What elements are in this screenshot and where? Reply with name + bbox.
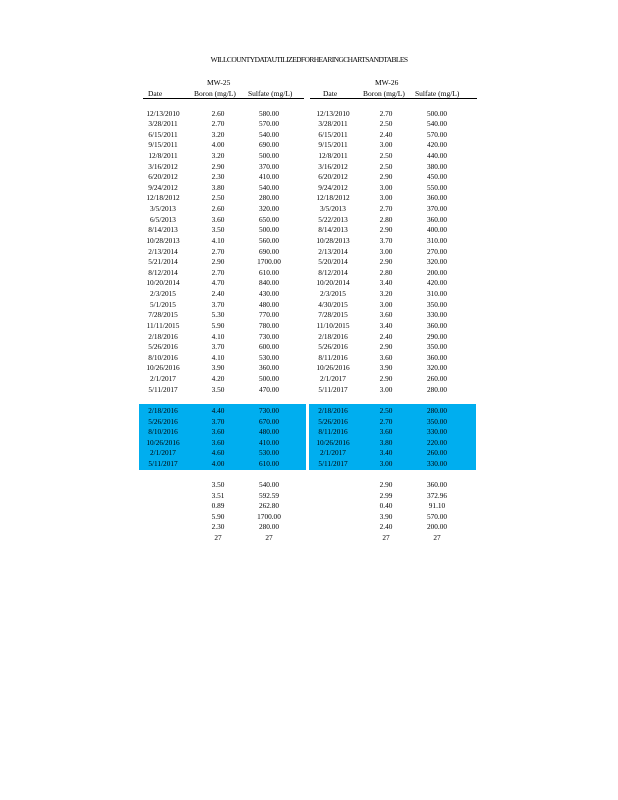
date-cell: 5/21/2014 [148, 257, 178, 267]
table-row [0, 300, 618, 311]
boron-cell: 2.60 [211, 108, 225, 118]
table-row [0, 140, 618, 151]
sulfate-cell: 350.00 [426, 342, 448, 352]
date-cell: 3/28/2011 [318, 119, 348, 129]
boron-cell: 2.90 [379, 225, 393, 235]
sulfate-cell: 500.00 [258, 150, 280, 160]
date-cell: 3/5/2013 [320, 204, 346, 214]
sulfate-cell: 350.00 [426, 416, 448, 426]
date-cell: 8/14/2013 [318, 225, 348, 235]
date-cell: 9/15/2011 [148, 140, 178, 150]
date-cell: 5/11/2017 [148, 459, 178, 469]
date-cell: 12/8/2011 [318, 150, 348, 160]
date-cell: 10/26/2016 [316, 363, 350, 373]
date-cell: 5/26/2016 [148, 416, 178, 426]
date-cell: 9/24/2012 [148, 182, 178, 192]
table-row [0, 491, 618, 502]
boron-cell: 3.00 [379, 140, 393, 150]
date-cell: 5/11/2017 [318, 384, 348, 394]
boron-cell: 2.40 [379, 129, 393, 139]
boron-cell: 3.51 [211, 490, 225, 500]
date-cell: 2/3/2015 [150, 289, 176, 299]
date-cell: 6/5/2013 [150, 214, 176, 224]
boron-cell: 2.70 [379, 108, 393, 118]
date-cell: 10/20/2014 [146, 278, 180, 288]
boron-cell: 3.50 [211, 480, 225, 489]
table-row [0, 374, 618, 385]
date-cell: 8/11/2016 [318, 352, 348, 362]
date-cell: 8/12/2014 [318, 267, 348, 277]
boron-cell: 5.90 [211, 320, 225, 330]
sulfate-cell: 370.00 [258, 161, 280, 171]
boron-cell: 2.80 [379, 267, 393, 277]
sulfate-cell: 260.00 [426, 374, 448, 383]
boron-cell: 4.10 [211, 331, 225, 341]
date-cell: 11/11/2015 [146, 320, 180, 330]
sulfate-cell: 500.00 [426, 108, 448, 118]
boron-cell: 3.90 [211, 363, 225, 373]
date-cell: 5/26/2016 [318, 416, 348, 426]
sulfate-cell: 500.00 [258, 374, 280, 383]
date-cell: 5/26/2016 [318, 342, 348, 352]
date-cell: 2/1/2017 [320, 448, 346, 458]
sulfate-cell: 370.00 [426, 204, 448, 214]
sulfate-cell: 570.00 [426, 511, 448, 521]
sulfate-cell: 200.00 [426, 522, 448, 532]
boron-cell: 3.70 [379, 235, 393, 245]
sulfate-cell: 540.00 [426, 119, 448, 129]
table-row [0, 480, 618, 491]
date-cell: 6/15/2011 [318, 129, 348, 139]
mw25-header-rule [143, 98, 304, 99]
table-row [0, 533, 618, 544]
date-cell: 10/20/2014 [316, 278, 350, 288]
sulfate-cell: 290.00 [426, 331, 448, 341]
date-cell: 12/8/2011 [148, 150, 178, 160]
boron-cell: 2.40 [379, 331, 393, 341]
boron-cell: 2.40 [211, 289, 225, 299]
boron-cell: 2.50 [379, 161, 393, 171]
date-cell: 8/14/2013 [148, 225, 178, 235]
date-cell: 5/11/2017 [318, 459, 348, 469]
date-cell: 9/24/2012 [318, 182, 348, 192]
sulfate-cell: 320.00 [426, 257, 448, 267]
boron-cell: 3.50 [211, 384, 225, 394]
boron-cell: 3.40 [379, 278, 393, 288]
sulfate-cell: 320.00 [426, 363, 448, 373]
boron-cell: 3.90 [379, 363, 393, 373]
table-row [0, 289, 618, 300]
date-cell: 6/15/2011 [148, 129, 178, 139]
sulfate-cell: 260.00 [426, 448, 448, 458]
boron-cell: 3.00 [379, 246, 393, 256]
sulfate-cell: 360.00 [426, 193, 448, 203]
table-row [0, 204, 618, 215]
date-cell: 12/18/2012 [316, 193, 350, 203]
boron-cell: 2.90 [379, 342, 393, 352]
mw26-label: MW-26 [375, 78, 399, 87]
date-cell: 6/20/2012 [148, 172, 178, 182]
sulfate-cell: 410.00 [258, 172, 280, 182]
date-cell: 10/26/2016 [316, 437, 350, 447]
sulfate-cell: 530.00 [258, 448, 280, 458]
table-row [0, 247, 618, 258]
sulfate-cell: 310.00 [426, 289, 448, 299]
sulfate-cell: 690.00 [258, 246, 280, 256]
sulfate-cell: 420.00 [426, 140, 448, 150]
boron-cell: 3.80 [211, 182, 225, 192]
boron-cell: 2.30 [211, 522, 225, 532]
mw25-header-date: Date [148, 89, 163, 98]
date-cell: 5/22/2013 [318, 214, 348, 224]
date-cell: 12/13/2010 [316, 108, 350, 118]
boron-cell: 2.60 [211, 204, 225, 214]
sulfate-cell: 330.00 [426, 310, 448, 320]
date-cell: 6/20/2012 [318, 172, 348, 182]
sulfate-cell: 360.00 [426, 320, 448, 330]
sulfate-cell: 360.00 [426, 480, 448, 489]
sulfate-cell: 430.00 [258, 289, 280, 299]
sulfate-cell: 570.00 [426, 129, 448, 139]
table-row [0, 225, 618, 236]
date-cell: 8/11/2016 [318, 427, 348, 437]
table-row [0, 321, 618, 332]
sulfate-cell: 540.00 [258, 480, 280, 489]
boron-cell: 2.80 [379, 214, 393, 224]
date-cell: 2/1/2017 [320, 374, 346, 383]
table-row [0, 459, 618, 470]
table-row [0, 512, 618, 523]
boron-cell: 2.40 [379, 522, 393, 532]
boron-cell: 3.60 [211, 437, 225, 447]
sulfate-cell: 470.00 [258, 384, 280, 394]
boron-cell: 2.70 [211, 246, 225, 256]
boron-cell: 3.70 [211, 416, 225, 426]
table-row [0, 268, 618, 279]
boron-cell: 4.00 [211, 459, 225, 469]
date-cell: 5/1/2015 [150, 299, 176, 309]
table-row [0, 183, 618, 194]
date-cell: 2/13/2014 [148, 246, 178, 256]
date-cell: 7/28/2015 [318, 310, 348, 320]
sulfate-cell: 480.00 [258, 299, 280, 309]
sulfate-cell: 372.96 [426, 490, 448, 500]
boron-cell: 3.80 [379, 437, 393, 447]
table-row [0, 215, 618, 226]
table-row [0, 342, 618, 353]
sulfate-cell: 550.00 [426, 182, 448, 192]
sulfate-cell: 450.00 [426, 172, 448, 182]
table-row [0, 130, 618, 141]
sulfate-cell: 360.00 [426, 352, 448, 362]
date-cell: 2/18/2016 [148, 406, 178, 415]
date-cell: 12/18/2012 [146, 193, 180, 203]
boron-cell: 2.90 [211, 257, 225, 267]
boron-cell: 2.90 [211, 161, 225, 171]
sulfate-cell: 330.00 [426, 427, 448, 437]
boron-cell: 3.70 [211, 342, 225, 352]
sulfate-cell: 650.00 [258, 214, 280, 224]
date-cell: 3/28/2011 [148, 119, 178, 129]
boron-cell: 2.70 [379, 416, 393, 426]
boron-cell: 5.30 [211, 310, 225, 320]
boron-cell: 0.40 [379, 501, 393, 511]
boron-cell: 4.10 [211, 352, 225, 362]
boron-cell: 0.89 [211, 501, 225, 511]
date-cell: 5/11/2017 [148, 384, 178, 394]
mw26-header-sulfate: Sulfate (mg/L) [415, 89, 460, 98]
boron-cell: 4.60 [211, 448, 225, 458]
sulfate-cell: 670.00 [258, 416, 280, 426]
sulfate-cell: 610.00 [258, 267, 280, 277]
table-row [0, 353, 618, 364]
date-cell: 8/12/2014 [148, 267, 178, 277]
boron-cell: 2.90 [379, 257, 393, 267]
table-row [0, 438, 618, 449]
table-row [0, 236, 618, 247]
boron-cell: 3.60 [379, 352, 393, 362]
boron-cell: 4.00 [211, 140, 225, 150]
mw26-header-boron: Boron (mg/L) [363, 89, 405, 98]
report-title: WILLCOUNTYDATAUTILIZEDFORHEARINGCHARTSANDTABLES [210, 55, 408, 64]
sulfate-cell: 320.00 [258, 204, 280, 214]
date-cell: 3/5/2013 [150, 204, 176, 214]
sulfate-cell: 410.00 [258, 437, 280, 447]
sulfate-cell: 730.00 [258, 406, 280, 415]
mw26-header-rule [310, 98, 477, 99]
sulfate-cell: 270.00 [426, 246, 448, 256]
boron-cell: 3.20 [379, 289, 393, 299]
boron-cell: 3.50 [211, 225, 225, 235]
sulfate-cell: 540.00 [258, 129, 280, 139]
boron-cell: 3.00 [379, 193, 393, 203]
mw25-header-sulfate: Sulfate (mg/L) [248, 89, 293, 98]
date-cell: 2/18/2016 [148, 331, 178, 341]
boron-cell: 27 [214, 533, 222, 543]
table-row [0, 385, 618, 396]
sulfate-cell: 780.00 [258, 320, 280, 330]
boron-cell: 3.60 [379, 310, 393, 320]
sulfate-cell: 570.00 [258, 119, 280, 129]
date-cell: 10/28/2013 [146, 235, 180, 245]
boron-cell: 3.60 [211, 214, 225, 224]
sulfate-cell: 440.00 [426, 150, 448, 160]
sulfate-cell: 280.00 [258, 193, 280, 203]
mw26-header-date: Date [323, 89, 338, 98]
boron-cell: 4.70 [211, 278, 225, 288]
sulfate-cell: 530.00 [258, 352, 280, 362]
boron-cell: 4.40 [211, 406, 225, 415]
sulfate-cell: 360.00 [426, 214, 448, 224]
sulfate-cell: 420.00 [426, 278, 448, 288]
date-cell: 9/15/2011 [318, 140, 348, 150]
sulfate-cell: 1700.00 [257, 257, 281, 267]
boron-cell: 2.70 [211, 119, 225, 129]
boron-cell: 3.60 [211, 427, 225, 437]
boron-cell: 2.50 [379, 150, 393, 160]
boron-cell: 3.40 [379, 320, 393, 330]
date-cell: 11/10/2015 [316, 320, 350, 330]
table-row [0, 501, 618, 512]
sulfate-cell: 310.00 [426, 235, 448, 245]
boron-cell: 5.90 [211, 511, 225, 521]
date-cell: 2/13/2014 [318, 246, 348, 256]
table-row [0, 257, 618, 268]
sulfate-cell: 560.00 [258, 235, 280, 245]
date-cell: 10/26/2016 [146, 437, 180, 447]
sulfate-cell: 27 [433, 533, 441, 543]
date-cell: 8/10/2016 [148, 427, 178, 437]
boron-cell: 3.60 [379, 427, 393, 437]
date-cell: 5/26/2016 [148, 342, 178, 352]
table-row [0, 151, 618, 162]
sulfate-cell: 280.00 [426, 406, 448, 415]
table-row [0, 172, 618, 183]
date-cell: 4/30/2015 [318, 299, 348, 309]
table-row [0, 162, 618, 173]
sulfate-cell: 91.10 [428, 501, 446, 511]
boron-cell: 2.90 [379, 480, 393, 489]
table-row [0, 310, 618, 321]
mw25-header-boron: Boron (mg/L) [194, 89, 236, 98]
sulfate-cell: 580.00 [258, 108, 280, 118]
boron-cell: 27 [382, 533, 390, 543]
boron-cell: 3.00 [379, 384, 393, 394]
table-row [0, 406, 618, 417]
boron-cell: 3.70 [211, 299, 225, 309]
boron-cell: 3.00 [379, 459, 393, 469]
sulfate-cell: 280.00 [426, 384, 448, 394]
sulfate-cell: 500.00 [258, 225, 280, 235]
date-cell: 2/1/2017 [150, 448, 176, 458]
sulfate-cell: 690.00 [258, 140, 280, 150]
boron-cell: 2.70 [211, 267, 225, 277]
date-cell: 10/28/2013 [316, 235, 350, 245]
table-row [0, 119, 618, 130]
table-row [0, 427, 618, 438]
date-cell: 2/1/2017 [150, 374, 176, 383]
date-cell: 3/16/2012 [148, 161, 178, 171]
date-cell: 5/20/2014 [318, 257, 348, 267]
sulfate-cell: 27 [265, 533, 273, 543]
sulfate-cell: 600.00 [258, 342, 280, 352]
sulfate-cell: 840.00 [258, 278, 280, 288]
boron-cell: 2.70 [379, 204, 393, 214]
boron-cell: 2.90 [379, 172, 393, 182]
sulfate-cell: 730.00 [258, 331, 280, 341]
sulfate-cell: 350.00 [426, 299, 448, 309]
boron-cell: 2.90 [379, 374, 393, 383]
table-row [0, 363, 618, 374]
boron-cell: 3.20 [211, 150, 225, 160]
boron-cell: 2.50 [379, 406, 393, 415]
boron-cell: 3.40 [379, 448, 393, 458]
sulfate-cell: 400.00 [426, 225, 448, 235]
date-cell: 2/18/2016 [318, 406, 348, 415]
boron-cell: 3.90 [379, 511, 393, 521]
table-row [0, 332, 618, 343]
boron-cell: 2.50 [211, 193, 225, 203]
sulfate-cell: 280.00 [258, 522, 280, 532]
sulfate-cell: 592.59 [258, 490, 280, 500]
boron-cell: 2.50 [379, 119, 393, 129]
sulfate-cell: 1700.00 [257, 511, 281, 521]
date-cell: 8/10/2016 [148, 352, 178, 362]
boron-cell: 3.00 [379, 182, 393, 192]
sulfate-cell: 360.00 [258, 363, 280, 373]
sulfate-cell: 480.00 [258, 427, 280, 437]
boron-cell: 3.20 [211, 129, 225, 139]
sulfate-cell: 330.00 [426, 459, 448, 469]
sulfate-cell: 200.00 [426, 267, 448, 277]
sulfate-cell: 540.00 [258, 182, 280, 192]
boron-cell: 2.99 [379, 490, 393, 500]
date-cell: 3/16/2012 [318, 161, 348, 171]
table-row [0, 522, 618, 533]
boron-cell: 4.10 [211, 235, 225, 245]
table-row [0, 109, 618, 120]
table-row [0, 278, 618, 289]
boron-cell: 4.20 [211, 374, 225, 383]
boron-cell: 2.30 [211, 172, 225, 182]
sulfate-cell: 262.80 [258, 501, 280, 511]
date-cell: 2/3/2015 [320, 289, 346, 299]
sulfate-cell: 770.00 [258, 310, 280, 320]
date-cell: 7/28/2015 [148, 310, 178, 320]
table-row [0, 193, 618, 204]
date-cell: 2/18/2016 [318, 331, 348, 341]
sulfate-cell: 610.00 [258, 459, 280, 469]
date-cell: 12/13/2010 [146, 108, 180, 118]
sulfate-cell: 220.00 [426, 437, 448, 447]
sulfate-cell: 380.00 [426, 161, 448, 171]
table-row [0, 448, 618, 459]
mw25-label: MW-25 [207, 78, 231, 87]
table-row [0, 417, 618, 428]
date-cell: 10/26/2016 [146, 363, 180, 373]
boron-cell: 3.00 [379, 299, 393, 309]
